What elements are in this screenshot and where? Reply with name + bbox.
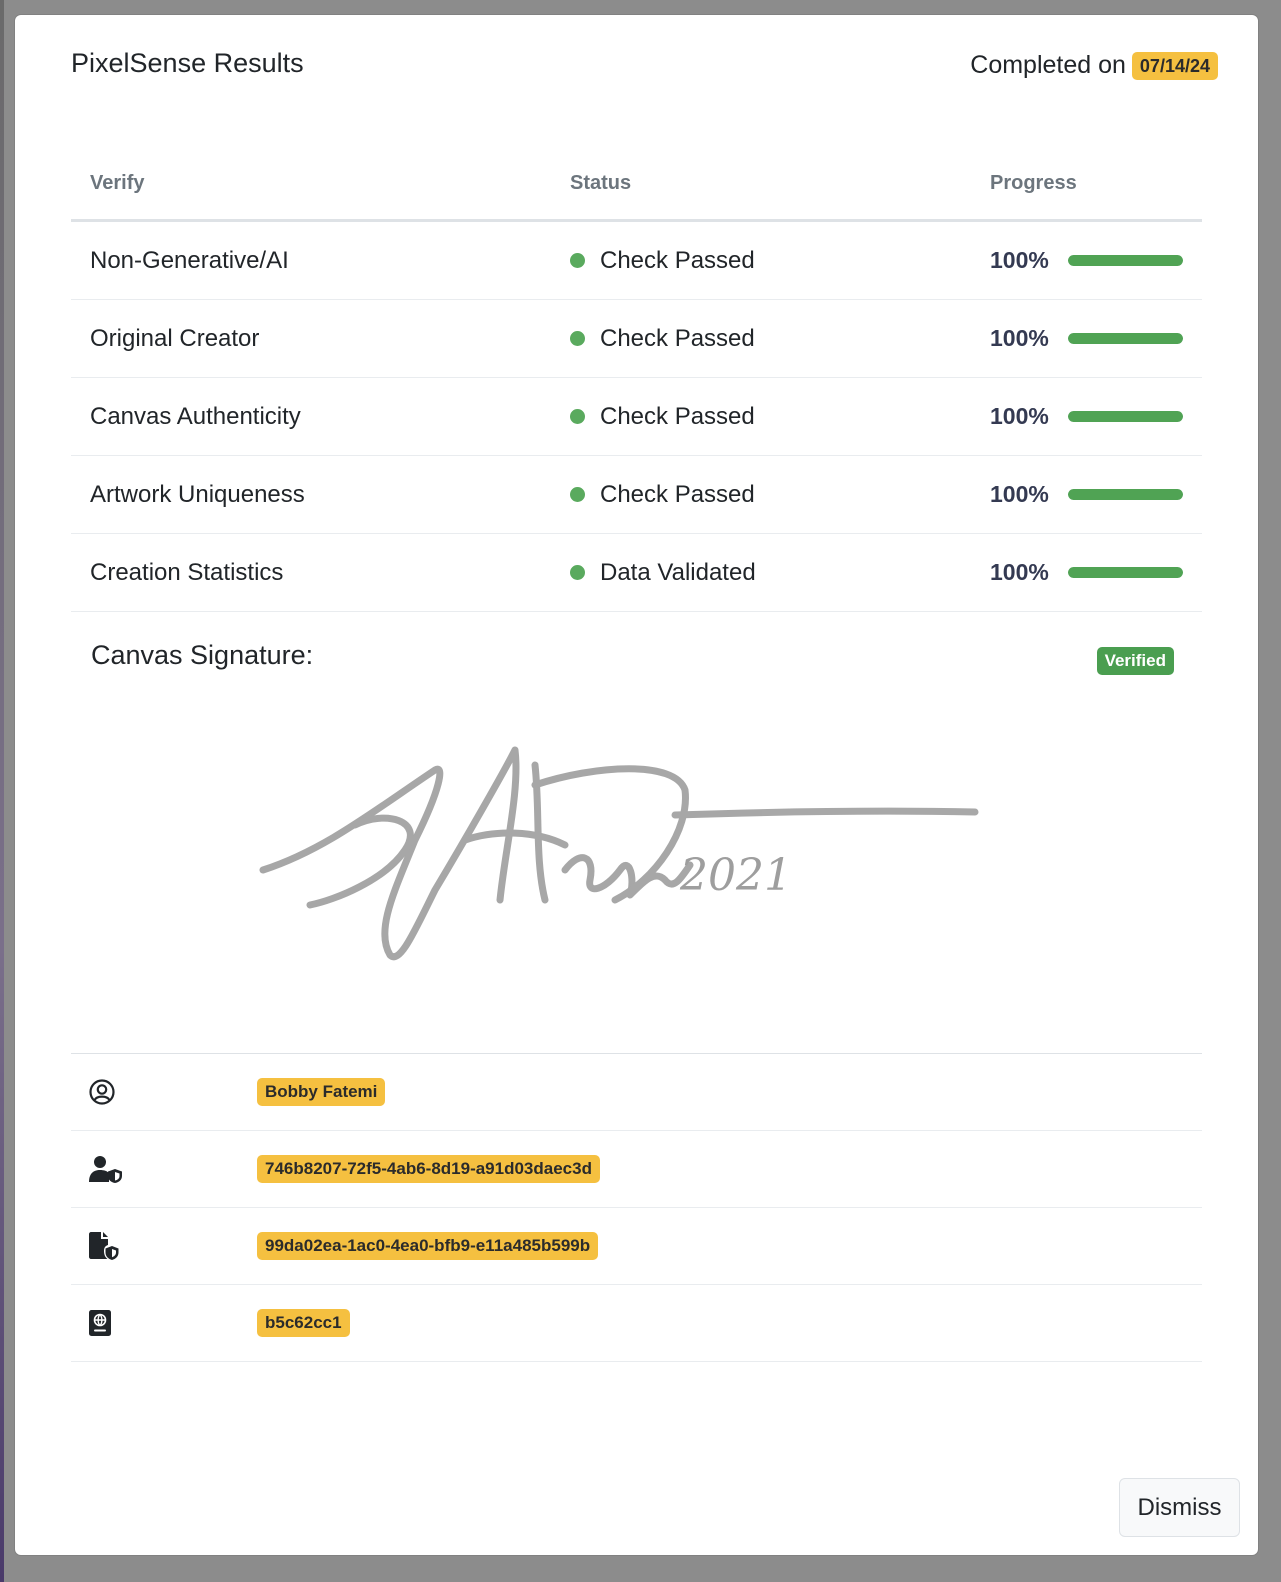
verify-name: Original Creator <box>90 324 260 352</box>
progress-percent: 100% <box>990 481 1049 507</box>
progress-cell <box>971 325 1202 352</box>
progress-bar-fill <box>1068 255 1183 266</box>
signature-year: 2021 <box>680 850 792 901</box>
meta-row <box>71 1131 1202 1208</box>
progress-percent: 100% <box>990 559 1049 585</box>
table-row <box>71 222 1202 300</box>
results-modal <box>15 15 1258 1555</box>
meta-icon-cell <box>71 1310 257 1336</box>
progress-bar-fill <box>1068 411 1183 422</box>
status-cell <box>551 247 971 275</box>
status-text: Check Passed <box>600 402 755 430</box>
progress-bar <box>1068 489 1183 500</box>
status-cell <box>551 403 971 431</box>
progress-bar <box>1068 333 1183 344</box>
passport-icon <box>89 1310 111 1336</box>
table-row <box>71 378 1202 456</box>
verify-name: Artwork Uniqueness <box>90 480 305 508</box>
meta-icon-cell <box>71 1079 257 1105</box>
progress-percent: 100% <box>990 325 1049 351</box>
status-text: Check Passed <box>600 480 755 508</box>
status-dot-icon <box>570 487 585 502</box>
progress-bar <box>1068 411 1183 422</box>
header-status: Status <box>570 172 632 194</box>
progress-bar <box>1068 255 1183 266</box>
status-dot-icon <box>570 409 585 424</box>
progress-bar <box>1068 567 1183 578</box>
progress-bar-fill <box>1068 333 1183 344</box>
meta-icon-cell <box>71 1155 257 1183</box>
completed-info <box>970 51 1218 80</box>
user-id-badge: 746b8207-72f5-4ab6-8d19-a91d03daec3d <box>257 1155 600 1183</box>
status-dot-icon <box>570 565 585 580</box>
passport-id-badge: b5c62cc1 <box>257 1309 350 1337</box>
meta-row <box>71 1285 1202 1362</box>
progress-cell <box>971 247 1202 274</box>
status-cell <box>551 481 971 509</box>
status-dot-icon <box>570 331 585 346</box>
completed-label: Completed on <box>970 51 1126 79</box>
file-shield-icon <box>89 1232 119 1260</box>
status-dot-icon <box>570 253 585 268</box>
creator-name-badge: Bobby Fatemi <box>257 1078 385 1106</box>
modal-title: PixelSense Results <box>71 48 304 78</box>
verified-badge: Verified <box>1097 647 1174 675</box>
progress-bar-fill <box>1068 489 1183 500</box>
completed-date-badge: 07/14/24 <box>1132 52 1218 80</box>
progress-percent: 100% <box>990 247 1049 273</box>
status-cell <box>551 325 971 353</box>
user-circle-icon <box>89 1079 115 1105</box>
file-id-badge: 99da02ea-1ac0-4ea0-bfb9-e11a485b599b <box>257 1232 598 1260</box>
meta-row <box>71 1208 1202 1285</box>
backdrop-edge <box>0 0 4 1582</box>
dismiss-button[interactable]: Dismiss <box>1119 1478 1240 1537</box>
results-table-header <box>71 148 1202 222</box>
header-verify: Verify <box>90 172 145 194</box>
progress-percent: 100% <box>990 403 1049 429</box>
progress-cell <box>971 403 1202 430</box>
signature-image <box>235 730 995 990</box>
table-row <box>71 300 1202 378</box>
progress-bar-fill <box>1068 567 1183 578</box>
header-progress: Progress <box>990 172 1077 194</box>
status-cell <box>551 559 971 587</box>
status-text: Data Validated <box>600 558 756 586</box>
user-shield-icon <box>89 1155 123 1183</box>
signature-title: Canvas Signature: <box>91 640 314 670</box>
progress-cell <box>971 559 1202 586</box>
status-text: Check Passed <box>600 246 755 274</box>
verify-name: Canvas Authenticity <box>90 402 301 430</box>
progress-cell <box>971 481 1202 508</box>
meta-row <box>71 1054 1202 1131</box>
verify-name: Creation Statistics <box>90 558 284 586</box>
table-row <box>71 456 1202 534</box>
meta-icon-cell <box>71 1232 257 1260</box>
table-row <box>71 534 1202 612</box>
status-text: Check Passed <box>600 324 755 352</box>
verify-name: Non-Generative/AI <box>90 246 289 274</box>
results-table <box>71 148 1202 612</box>
meta-list <box>71 1053 1202 1362</box>
